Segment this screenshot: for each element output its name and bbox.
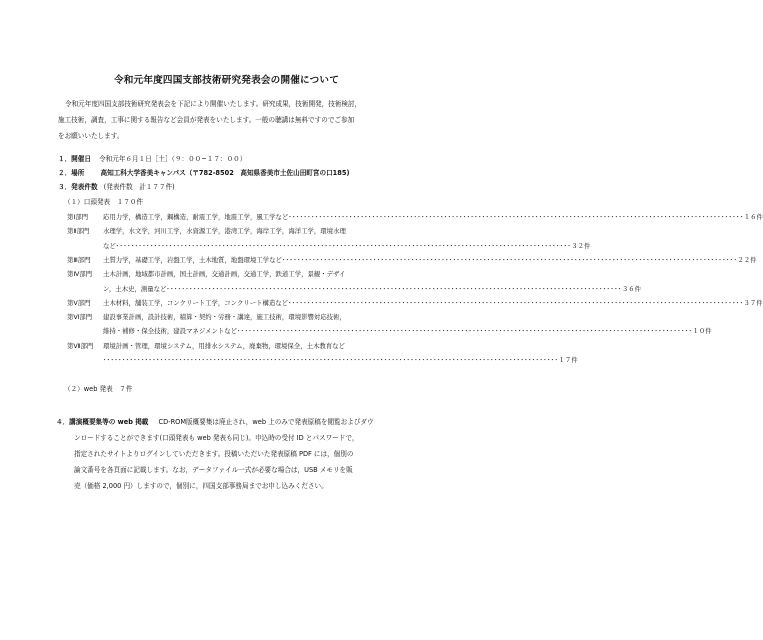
intro-paragraph (58, 96, 404, 144)
department-count: １７件 (558, 356, 578, 364)
department-topics: 水理学，水文学，河川工学，水資源工学，港湾工学，海岸工学，海洋工学，環境水理 (103, 227, 346, 236)
leader-dots: ････････････････････････････････････････････････････････････････････････････････････････････････････････････････････････ (281, 255, 738, 264)
department-topics: 維持・補修・保全技術，建設マネジメントなど (103, 327, 238, 336)
section-date (58, 153, 246, 163)
department-row (67, 284, 642, 296)
department-topics: 土木計画，地域都市計画，国土計画，交通計画，交通工学，鉄道工学，景観・デザイ (103, 270, 346, 279)
section-date-heading: １．開催日 (58, 155, 91, 163)
section-venue-heading: ２．場所 (58, 169, 85, 177)
section-count-text: (発表件数 計１７７件) (103, 183, 175, 191)
section-web-line: 指定されたサイトよりログインしていただきます。投稿いただいた発表原稿 PDF には，個別の (74, 450, 354, 458)
leader-dots: ････････････････････････････････････････････････････････････････････････････････････････････････････････････････････････ (115, 241, 572, 250)
department-label: 第Ⅵ部門 (67, 313, 93, 322)
leader-dots: ････････････････････････････････････････････････････････････････････････････････････････････････････････････････････････ (288, 298, 744, 307)
department-topics: 土木材料，舗装工学，コンクリート工学，コンクリート構造など (103, 298, 289, 307)
department-label: 第Ⅲ部門 (67, 255, 91, 264)
leader-dots: ････････････････････････････････････････････････････････････････････････････････････････････････････････････････････････ (103, 356, 559, 364)
department-topics: 環境計画・管理，環境システム，用排水システム，廃棄物，環境保全，土木教育など (103, 341, 345, 350)
department-topics: ン，土木史，測量など (103, 284, 167, 293)
department-row (67, 212, 763, 224)
section-date-text: 令和元年６月１日［土］（９：００~１７：００） (99, 155, 247, 163)
section-venue-text: 高知工科大学香美キャンパス（〒782-8502 高知県香美市土佐山田町宮の口185) (100, 169, 350, 177)
section-web-line: CD-ROM版概要集は廃止され，web 上のみで発表原稿を閲覧およびダウ (158, 418, 374, 426)
department-row (67, 341, 397, 353)
department-count: ３６件 (621, 284, 642, 293)
section-web (56, 414, 416, 494)
document-title: 令和元年度四国支部技術研究発表会の開催について (113, 75, 340, 86)
department-count: ３７件 (743, 298, 763, 307)
leader-dots: ････････････････････････････････････････････････････････････････････････････････････････････････････････････････････････ (166, 284, 622, 293)
department-topics: 土質力学，基礎工学，岩盤工学，土木地質，地盤環境工学など (103, 255, 282, 264)
department-topics: 建設事業計画，設計技術，積算・契約・労務・講達，施工技術，環境影響対応技術， (103, 313, 346, 322)
department-label: 第Ⅰ部門 (67, 213, 89, 221)
department-count: １６件 (743, 213, 763, 221)
department-row (67, 298, 763, 310)
department-label: 第Ⅱ部門 (67, 227, 90, 236)
section-venue (58, 167, 349, 177)
section-web-line: ンロードすることができます(口頭発表も web 発表も同じ)。申込時の受付 ID とパスワードで， (74, 434, 359, 442)
department-count: ２２件 (737, 255, 757, 264)
leader-dots: ････････････････････････････････････････････････････････････････････････････････････････････････････････････････････････ (288, 213, 744, 221)
intro-line: 令和元年度四国支部技術研究発表会を下記により開催いたします。研究成果，技術開発，技術検討， (65, 100, 362, 108)
web-header: （２）web 発表 ７件 (64, 385, 133, 393)
department-topics: 応用力学，構造工学，鋼構造，耐震工学，地震工学，風工学など (103, 213, 289, 221)
section-count (58, 181, 175, 191)
department-row (67, 312, 397, 324)
department-row (67, 241, 591, 253)
department-row (67, 326, 712, 338)
department-row (67, 226, 397, 238)
intro-line: をお願いいたします。 (58, 132, 124, 140)
oral-header: （１）口頭発表 １７０件 (64, 198, 144, 206)
leader-dots: ････････････････････････････････････････････････････････････････････････････････････････････････････････････････････････ (237, 327, 693, 336)
department-row (67, 255, 757, 267)
department-label: 第Ⅴ部門 (67, 298, 91, 307)
section-web-heading: ４．講演概要集等の web 掲載 (56, 418, 149, 426)
department-label: 第Ⅶ部門 (67, 341, 94, 350)
department-row (67, 355, 578, 367)
intro-line: 施工技術，調査，工事に関する報告など会員が発表をいたします。一般の聴講は無料ですのでご参加 (58, 116, 355, 124)
department-count: １０件 (692, 327, 712, 336)
department-topics: など (103, 241, 116, 250)
section-count-heading: ３．発表件数 (58, 183, 98, 191)
section-web-line: 論文番号を各頁面に記載します。なお，データファイル一式が必要な場合は，USB メモリを販 (74, 466, 353, 474)
department-count: ３２件 (571, 241, 591, 250)
department-row (67, 269, 397, 281)
section-web-line: 売（価格 2,000 円）しますので，個別に，四国支部事務局までお申し込みください。 (74, 482, 328, 490)
department-label: 第Ⅳ部門 (67, 270, 93, 279)
